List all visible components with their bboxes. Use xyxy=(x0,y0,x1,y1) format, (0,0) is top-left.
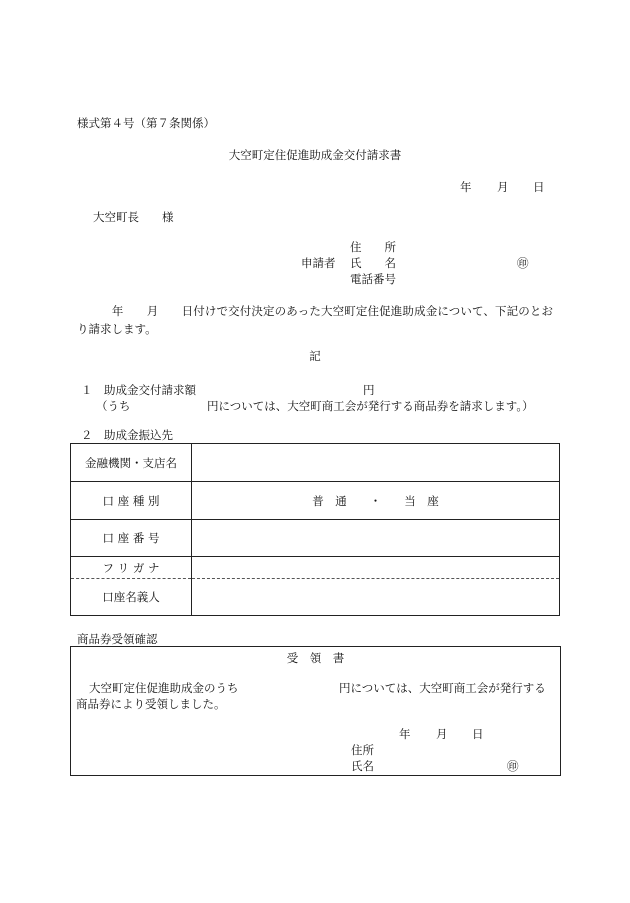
applicant-phone-label: 電話番号 xyxy=(350,272,396,286)
receipt-line2: 商品券により受領しました。 xyxy=(76,697,226,711)
receipt-date-day: 日 xyxy=(472,727,484,741)
receipt-box xyxy=(70,646,561,776)
applicant-address-label: 住 所 xyxy=(350,240,396,254)
ki-heading: 記 xyxy=(309,349,321,363)
receipt-title: 受 領 書 xyxy=(286,651,345,665)
account-type-label: 口 座 種 別 xyxy=(71,482,192,520)
bank-row-furigana xyxy=(71,557,560,579)
furigana-label: フ リ ガ ナ xyxy=(71,557,192,579)
item1-sub-text: 円については、大空町商工会が発行する商品券を請求します。） xyxy=(207,399,534,413)
account-holder-label: 口座名義人 xyxy=(71,579,192,616)
bank-row-type xyxy=(71,482,560,520)
item1-sub-prefix: （うち xyxy=(96,399,131,413)
date-month: 月 xyxy=(497,180,509,194)
receipt-line1-a: 大空町定住促進助成金のうち xyxy=(89,681,239,695)
item1-label: １ 助成金交付請求額 xyxy=(81,383,196,397)
bank-institution-label: 金融機関・支店名 xyxy=(71,444,192,482)
applicant-label: 申請者 xyxy=(301,256,336,270)
seal-mark: ㊞ xyxy=(517,256,529,270)
receipt-name-label: 氏名 xyxy=(351,759,374,773)
bank-row-number xyxy=(71,520,560,557)
item1-yen: 円 xyxy=(363,383,375,397)
receipt-address-label: 住所 xyxy=(351,743,374,757)
account-number-label: 口 座 番 号 xyxy=(71,520,192,557)
date-day: 日 xyxy=(533,180,545,194)
receipt-heading: 商品券受領確認 xyxy=(77,632,158,646)
form-number: 様式第４号（第７条関係） xyxy=(77,116,215,130)
bank-row-institution xyxy=(71,444,560,482)
date-year: 年 xyxy=(460,180,472,194)
furigana-field[interactable] xyxy=(192,557,560,579)
bank-row-holder xyxy=(71,579,560,616)
bank-institution-field[interactable] xyxy=(192,444,560,482)
request-paragraph: 年 月 日付けで交付決定のあった大空町定住促進助成金について、下記のとおり請求します。 xyxy=(77,304,553,336)
addressee: 大空町長 様 xyxy=(93,210,174,224)
document-title: 大空町定住促進助成金交付請求書 xyxy=(228,148,402,162)
receipt-seal-mark: ㊞ xyxy=(507,759,519,773)
account-holder-field[interactable] xyxy=(192,579,560,616)
receipt-line1-b: 円については、大空町商工会が発行する xyxy=(339,681,546,695)
bank-account-table xyxy=(70,443,560,616)
receipt-date-year: 年 xyxy=(399,727,411,741)
account-type-options[interactable]: 普 通 ・ 当 座 xyxy=(192,482,560,520)
item2-label: ２ 助成金振込先 xyxy=(81,428,173,442)
receipt-date-month: 月 xyxy=(436,727,448,741)
account-number-field[interactable] xyxy=(192,520,560,557)
applicant-name-label: 氏 名 xyxy=(350,256,396,270)
